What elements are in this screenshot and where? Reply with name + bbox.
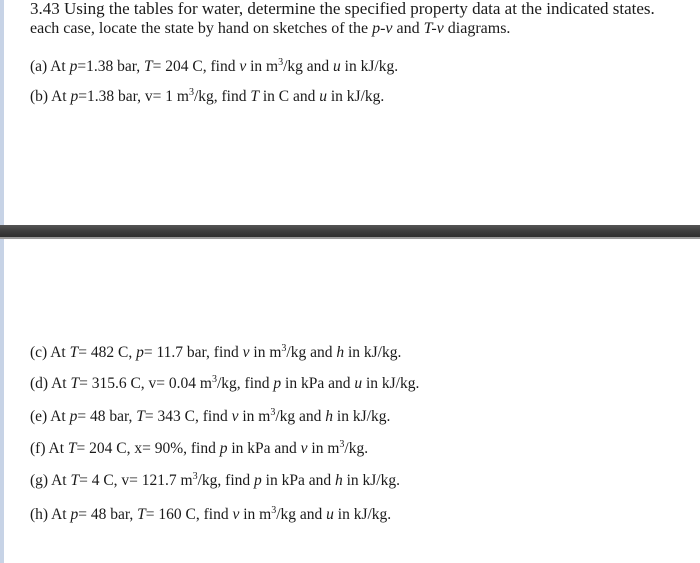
part-e-text: in m (238, 408, 271, 425)
part-f-text: (f) At (30, 440, 68, 457)
part-g-var-p: p (254, 472, 262, 489)
part-a-var-u: u (333, 58, 341, 75)
part-b-text: =1.38 bar, v= 1 m (78, 88, 189, 105)
part-c-text: (c) At (30, 344, 70, 361)
problem-instruction (30, 20, 510, 38)
part-e-text: = 343 C, find (144, 408, 232, 425)
part-e-text: in kJ/kg. (333, 408, 391, 425)
section-divider-edge (0, 237, 700, 239)
pv-diagram-label: p-v (372, 20, 393, 37)
part-h-text: in m (239, 506, 272, 523)
part-a-superscript: 3 (278, 57, 284, 68)
part-b-var-p: p (70, 88, 79, 105)
part-h-superscript: 3 (271, 505, 277, 516)
part-b-superscript: 3 (188, 87, 194, 98)
part-f (30, 440, 368, 458)
part-h-text: /kg and (276, 506, 327, 523)
part-e-superscript: 3 (270, 407, 276, 418)
part-c-text: = 482 C, (78, 344, 137, 361)
part-f-var-p: p (219, 440, 228, 457)
part-h (30, 506, 391, 524)
part-e (30, 408, 390, 426)
part-c-superscript: 3 (281, 343, 287, 354)
part-d-var-p: p (273, 375, 282, 392)
part-a (30, 58, 398, 76)
part-a-text: /kg and (283, 58, 334, 75)
part-b-text: /kg, find (193, 88, 251, 105)
part-f-text: = 204 C, x= 90%, find (76, 440, 220, 457)
part-a-text: in m (246, 58, 279, 75)
part-c (30, 344, 401, 362)
part-a-text: (a) At (30, 58, 70, 75)
part-c-text: /kg and (286, 344, 337, 361)
part-c-var-h: h (336, 344, 345, 361)
part-d-var-t: T (70, 375, 80, 392)
instruction-and: and (392, 20, 424, 37)
part-c-var-v: v (242, 344, 250, 361)
part-c-text: in m (249, 344, 282, 361)
part-c-text: in kJ/kg. (344, 344, 402, 361)
part-f-text: in m (307, 440, 340, 457)
page-left-edge (0, 0, 4, 563)
part-d-var-u: u (354, 375, 363, 392)
part-g-text: /kg, find (197, 472, 255, 489)
part-g-text: (g) At (30, 472, 71, 489)
part-g-text: = 4 C, v= 121.7 m (79, 472, 193, 489)
part-a-text: =1.38 bar, (77, 58, 145, 75)
part-e-text: /kg and (275, 408, 326, 425)
part-e-var-h: h (325, 408, 334, 425)
part-e-text: = 48 bar, (77, 408, 137, 425)
part-b-var-u: u (319, 88, 327, 105)
part-h-var-p: p (70, 506, 79, 523)
part-a-var-t: T (144, 58, 153, 75)
part-a-text: = 204 C, find (152, 58, 240, 75)
part-d-text: in kJ/kg. (362, 375, 420, 392)
part-b (30, 88, 384, 106)
section-divider (0, 225, 700, 237)
part-b-var-t: T (250, 88, 259, 105)
part-a-text: in kJ/kg. (340, 58, 399, 75)
part-d-text: in kPa and (281, 375, 355, 392)
part-f-var-t: T (67, 440, 77, 457)
part-h-var-v: v (232, 506, 240, 523)
problem-title: 3.43 Using the tables for water, determine the specified property data at the indicated states. (30, 0, 655, 18)
part-b-text: in C and (258, 88, 320, 105)
part-h-text: in kJ/kg. (333, 506, 392, 523)
part-h-var-u: u (326, 506, 334, 523)
part-b-text: (b) At (30, 88, 71, 105)
part-f-text: in kPa and (227, 440, 301, 457)
part-c-var-p: p (136, 344, 144, 361)
part-g-text: in kJ/kg. (342, 472, 400, 489)
part-b-text: in kJ/kg. (327, 88, 385, 105)
part-c-text: = 11.7 bar, find (143, 344, 243, 361)
part-g-superscript: 3 (192, 471, 198, 482)
part-e-text: (e) At (30, 408, 70, 425)
tv-diagram-label: T-v (423, 20, 444, 37)
part-g-text: in kPa and (261, 472, 335, 489)
instruction-end: diagrams. (443, 20, 511, 37)
part-h-var-t: T (137, 506, 146, 523)
part-d-text: = 315.6 C, v= 0.04 m (79, 375, 212, 392)
part-d-superscript: 3 (211, 374, 217, 385)
part-f-superscript: 3 (339, 439, 345, 450)
part-d-text: /kg, find (216, 375, 274, 392)
part-e-var-t: T (136, 408, 145, 425)
part-c-var-t: T (69, 344, 79, 361)
part-a-var-v: v (239, 58, 247, 75)
part-e-var-p: p (69, 408, 78, 425)
part-f-var-v: v (300, 440, 308, 457)
instruction-text: each case, locate the state by hand on sketches of the (30, 20, 373, 37)
part-d (30, 375, 419, 393)
part-d-text: (d) At (30, 375, 71, 392)
part-f-text: /kg. (344, 440, 369, 457)
part-g-var-t: T (70, 472, 80, 489)
part-g (30, 472, 400, 490)
part-h-text: = 48 bar, (78, 506, 138, 523)
part-g-var-h: h (334, 472, 343, 489)
part-a-var-p: p (69, 58, 78, 75)
part-h-text: (h) At (30, 506, 71, 523)
part-h-text: = 160 C, find (145, 506, 233, 523)
part-e-var-v: v (231, 408, 239, 425)
